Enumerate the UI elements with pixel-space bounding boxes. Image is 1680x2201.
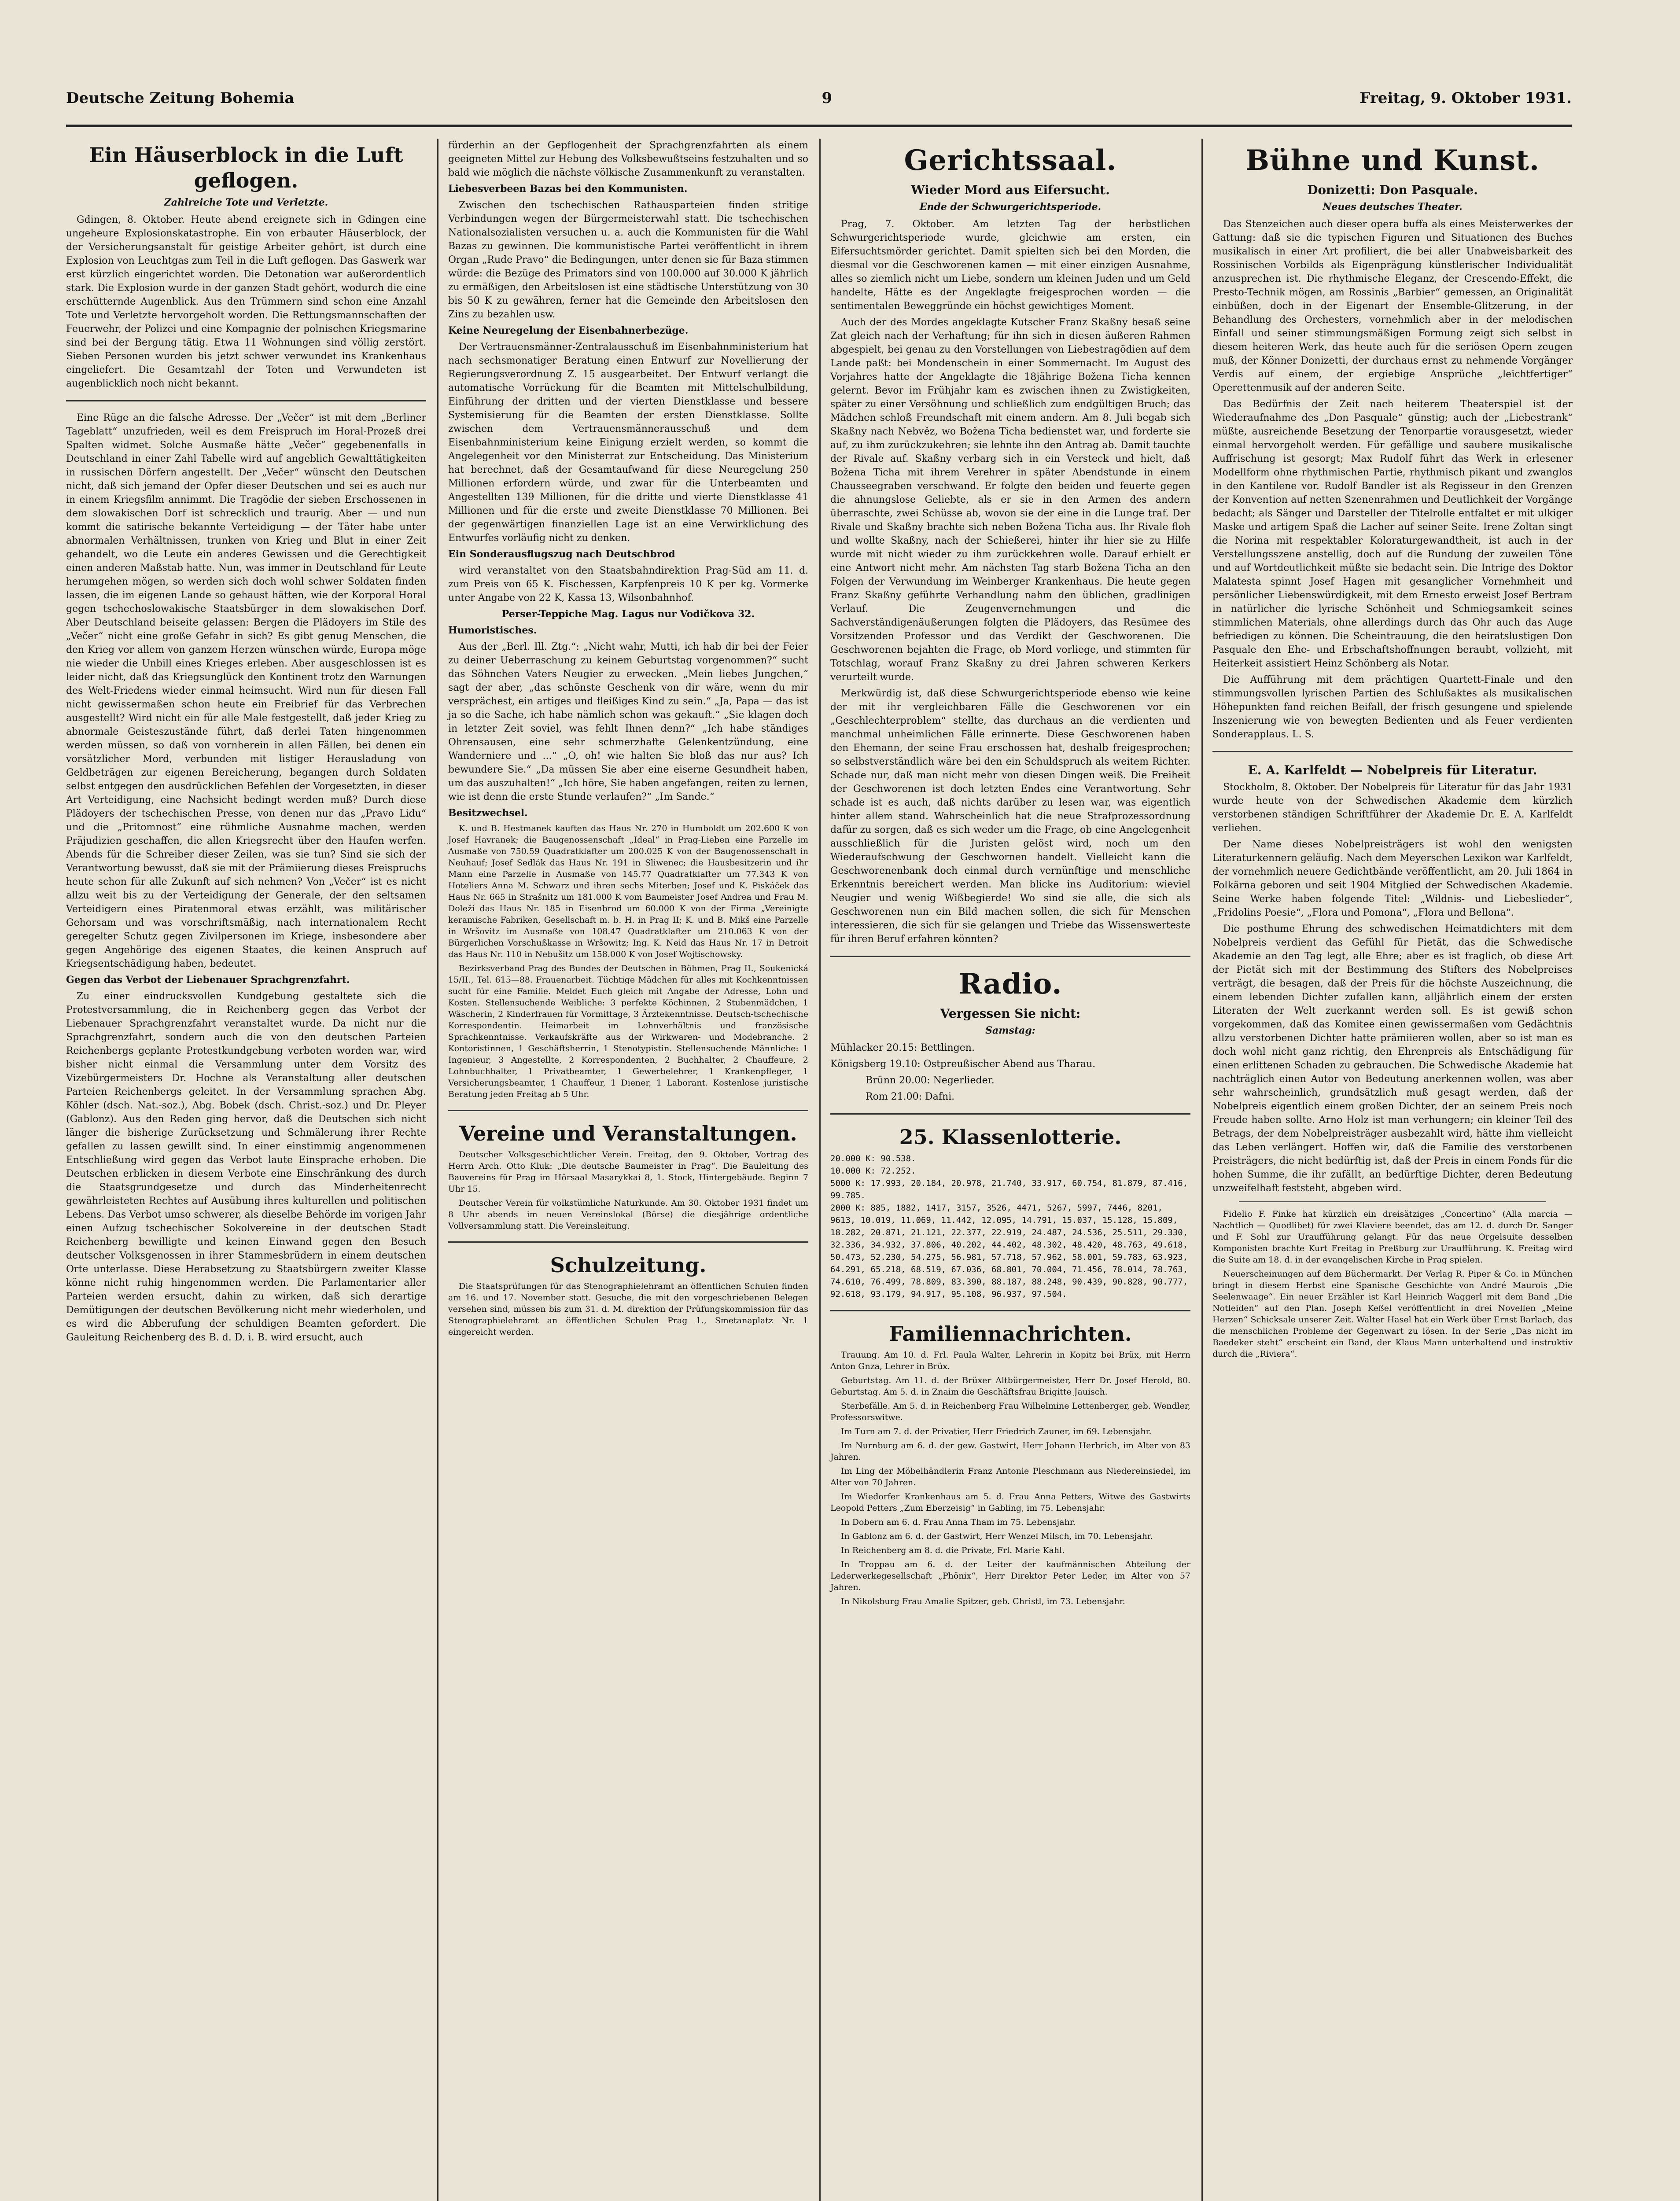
- article-vereine-1: Deutscher Volksgeschichtlicher Verein. Freitag, den 9. Oktober, Vortrag des Herrn Arch. Otto Kluk: „Die deutsche Baumeister in Prag“. Die Bauleitung des Bauvereins für Prag im Hörsaal Masarykkai 8, 1. Stock, Hintergebäude. Beginn 7 Uhr 15.: [448, 1150, 808, 1194]
- radio-item: Mühlacker 20.15: Bettlingen.: [830, 1042, 975, 1053]
- article-bezirksverband: Bezirksverband Prag des Bundes der Deutschen in Böhmen, Prag II., Soukenická 15/II., Tel. 615—88. Frauenarbeit. Tüchtige Mädchen für alles mit Kochkenntnissen sucht für eine Familie. Meldet Euch gleich mit Angabe der Adresse, Lohn und Kosten. Stellensuchende Weibliche: 3 perfekte Köchinnen, 2 Stubenmädchen, 1 Wäscherin, 2 Kinderfrauen für Vormittage, 3 Ärztekenntnisse. Deutsch-tschechische Korrespondentin. Heimarbeit im Lohnverhältnis und französische Sprachkenntnisse. Verkaufskräfte aus der Wirkwaren- und Modebranche. 2 Kontoristinnen, 1 Geschäftsherrin, 1 Stenotypistin. Stellensuchende Männliche: 1 Ingenieur, 3 Angestellte, 2 Korrespondenten, 2 Buchhalter, 2 Chauffeure, 2 Lohnbuchhalter, 1 Privatbeamter, 1 Gewerbelehrer, 1 Krankenpfleger, 1 Versicherungsbeamter, 1 Chauffeur, 1 Diener, 1 Laborant. Kostenlose juristische Beratung jeden Freitag ab 5 Uhr.: [448, 964, 808, 1099]
- section-familie: Familiennachrichten.: [889, 1322, 1132, 1346]
- headline-besitz: Besitzwechsel.: [448, 807, 528, 819]
- section-rule: [830, 956, 1190, 957]
- headline-baza: Liebesverbeen Bazas bei den Kommunisten.: [448, 183, 688, 195]
- section-schulzeitung: Schulzeitung.: [550, 1253, 707, 1277]
- column-3: [830, 139, 1193, 2201]
- headline-eisenbahner: Keine Neuregelung der Eisenbahnerbezüge.: [448, 325, 689, 336]
- radio-item: Brünn 20.00: Negerlieder.: [866, 1075, 995, 1086]
- headline-mord: Wieder Mord aus Eifersucht.: [911, 183, 1110, 197]
- section-gerichtssaal: Gerichtssaal.: [904, 144, 1117, 177]
- article-finke: Fidelio F. Finke hat kürzlich ein dreisätziges „Concertino“ (Alla marcia — Nachtlich — Quodlibet) für zwei Klaviere beendet, das am 12. d. durch Dr. Sanger und F. Sohl zur Uraufführung gelangt. Für das neue Orgelsuite desselben Komponisten brachte Kurt Freitag in Preßburg zur Uraufführung. K. Freitag wird die Suite am 18. d. in der evangelischen Kirche in Prag spielen.: [1212, 1209, 1573, 1265]
- article-mord-2: Auch der des Mordes angeklagte Kutscher Franz Skaßny besaß seine Zat gleich nach der Verhaftung; für ihn sich in diesen äußeren Rahmen abgespielt, bei genau zu den Vorstellungen von Liebestragödien auf dem Lande paßt: bei Mondenschein in einer Sommernacht. Im August des Vorjahres hatte der Angeklagte die 18jährige Božena Ticha kennen gelernt. Bevor im Frühjahr kam es zwischen ihnen zu Zwistigkeiten, später zu einer Versöhnung und schließlich zum endgültigen Bruch; das Mädchen schloß Freundschaft mit einem andern. Am 8. Juli begab sich Skaßny nach Nebvěz, wo Božena Ticha bedienstet war, und forderte sie auf, zu ihm zurückzukehren; sie lehnte ihn den Antrag ab. Damit tauchte der Rivale auf. Skaßny verbarg sich in ein Versteck und hielt, daß Božena Ticha mit ihrem Verehrer in später Abendstunde in einem Chausseegraben verschwand. Er folgte den beiden und feuerte gegen die ahnungslose Geliebte, als er sie in den Armen des andern überraschte, zwei Schüsse ab, wovon sie der eine in die Lunge traf. Der Rivale und Skaßny brachte sich neben Božena Ticha aus. Ihr Rivale floh und wollte Skaßny, nach der Schießerei, hinter ihr hier sie zu Hilfe wurde mit nicht wieder zu ihm zurückkehren wolle. Darauf erhielt er eine Antwort nicht mehr. Am nächsten Tag starb Božena Ticha an den Folgen der Verwundung im Weinberger Krankenhaus. Die heute gegen Franz Skaßny geführte Verhandlung nahm den üblichen, gradlinigen Verlauf. Die Zeugenvernehmungen und die Sachverständigenäußerungen folgten die Plädoyers, das Resümee des Vorsitzenden Professor und das Verdikt der Geschworenen. Die Geschworenen bejahten die Frage, ob Mord vorliege, und stimmten für Totschlag, worauf Franz Skaßny zu drei Jahren schweren Kerkers verurteilt wurde.: [830, 317, 1190, 683]
- lottery-line: 10.000 K: 72.252.: [830, 1166, 916, 1176]
- issue-date: Freitag, 9. Oktober 1931.: [1359, 89, 1572, 107]
- fam-geburtstag: Geburtstag. Am 11. d. der Brüxer Altbürgermeister, Herr Dr. Josef Herold, 80. Geburtstag. Am 5. d. in Znaim die Geschäftsfrau Brigitte Jauisch.: [830, 1376, 1190, 1397]
- article-donizetti-1: Das Stenzeichen auch dieser opera buffa als eines Meisterwerkes der Gattung: daß sie die typischen Figuren und Situationen des Buches musikalisch in einer Art profiliert, die bei aller Unabweisbarkeit des Rossinischen Vorbilds als Eigenprägung künstlerischer Individualität anzusprechen ist. Die rhythmische Eleganz, der Crescendo-Effekt, die Presto-Technik mögen, am Rossinis „Barbier“ gemessen, an Originalität einbüßen, doch in der Eigenart der Ensemble-Glitzerung, in der Behandlung des Orchesters, vornehmlich aber in der melodischen Einfall und seiner stimmungsmäßigen Formung zeigt sich selbst in diesem heiteren Werk, das heute auch für die seriösen Opern zeugen muß, der Könner Donizetti, der durchaus ernst zu nehmende Vorgänger Verdis auf einem, der ergiebige Ansprüche „leichtfertiger“ Operettenmusik auf der anderen Seite.: [1212, 219, 1573, 394]
- article-buecher: Neuerscheinungen auf dem Büchermarkt. Der Verlag R. Piper & Co. in München bringt in diesem Herbst eine Spanische Geschichte von André Maurois „Die Seelenwaage“. Ein neuer Erzähler ist Karl Heinrich Waggerl mit dem Band „Die Notleiden“ auf den Plan. Joseph Keßel veröffentlicht in drei Novellen „Meine Herzen“ Schicksale unserer Zeit. Walter Hasel hat ein Werk über Ernst Barlach, das die menschlichen Probleme der Gegenwart zu lösen. In der Serie „Das nicht im Baedeker steht“ erscheint ein Band, der Klaus Mann unterhaltend und instruktiv durch die „Riviera“.: [1212, 1269, 1573, 1359]
- paper-name: Deutsche Zeitung Bohemia: [66, 89, 295, 107]
- article-vereine-2: Deutscher Verein für volkstümliche Naturkunde. Am 30. Oktober 1931 findet um 8 Uhr abends im neuen Vereinslokal (Börse) die diesjährige ordentliche Vollversammlung statt. Die Vereinsleitung.: [448, 1198, 808, 1231]
- radio-item: Königsberg 19.10: Ostpreußischer Abend aus Tharau.: [830, 1059, 1096, 1070]
- article-nobel-1: Stockholm, 8. Oktober. Der Nobelpreis für Literatur für das Jahr 1931 wurde heute von der Schwedischen Akademie dem kürzlich verstorbenen ständigen Schriftführer der Akademie Dr. E. A. Karlfeldt verliehen.: [1212, 782, 1573, 834]
- section-radio: Radio.: [958, 968, 1062, 1001]
- article-sonderzug: wird veranstaltet von den Staatsbahndirektion Prag-Süd am 11. d. zum Preis von 65 K. Fischessen, Karpfenpreis 10 K per kg. Vormerke unter Angabe von 22 K, Kassa 13, Wilsonbahnhof.: [448, 565, 808, 604]
- fam-sterbefall: Im Wiedorfer Krankenhaus am 5. d. Frau Anna Petters, Witwe des Gastwirts Leopold Petters „Zum Eberzeisig“ in Gabling, im 75. Lebensjahr.: [830, 1492, 1190, 1513]
- article-nobel-3: Die posthume Ehrung des schwedischen Heimatdichters mit dem Nobelpreis verdient das Gefühl für Pietät, das die Schwedische Akademie an den Tag legt, alle Ehre; aber es ist fraglich, ob diese Art der Pietät sich mit der Bestimmung des Stifters des Nobelpreises verträgt, die besagen, daß der Preis für die höchste Auszeichnung, die einem lebenden Dichter zufallen kann, alljährlich einem der ersten Literaten der Welt zuerkannt werden soll. Es ist gewiß schon vorgekommen, daß das Komitee einen gewissermaßen vom Gedächtnis allzu verstorbenen Dichter hatte prämiieren wollen, aber so ist man es doch wohl nicht ganz richtig, den Ehrenpreis als Entschädigung für einen erlittenen Schaden zu gebrauchen. Die Schwedische Akademie hat nachträglich einen Autor von Bedeutung anerkennen wollen, was aber sehr wahrscheinlich, grundsätzlich muß gesagt werden, daß der Nobelpreis eigentlich einem großen Dichter, der an seinem Preis noch Freude haben sollte. Arno Holz ist man verhungern; ein kleiner Teil des Betrags, der dem Nobelpreisträger ausbezahlt wird, hätte ihm vielleicht das Leben verlängert. Hoffen wir, daß die Familie des verstorbenen Preisträgers, die nicht bedürftig ist, daß der Preis in einem Fonds für die hohen Summe, die ihr zufällt, an bedürftige Dichter, deren Bedeutung unzweifelhaft feststeht, abgeben wird.: [1212, 924, 1573, 1194]
- article-donizetti-2: Das Bedürfnis der Zeit nach heiterem Theaterspiel ist der Wiederaufnahme des „Don Pasquale“ günstig; auch der „Liebestrank“ müßte, ausreichende Besetzung der Tenorpartie vorausgesetzt, wieder einmal hervorgeholt werden. Für gefällige und saubere musikalische Auffrischung ist gesorgt; Max Rudolf führt das Werk in erlesener Modellform ohne rhythmischen Partie, rhythmisch pikant und zwanglos in den Kantilene vor. Rudolf Bandler ist als Regisseur in den Grenzen der Konvention auf netten Szenenrahmen und Deutlichkeit der Vorgänge bedacht; als Sänger und Darsteller der Titelrolle entfaltet er mit ulkiger Maske und artigem Spaß die Lacher auf seiner Seite. Irene Zoltan singt die Norina mit respektabler Koloraturgewandtheit, ist auch in der Verstellungsszene anstellig, doch auf die Rundung der zuweilen Töne und auf Wortdeutlichkeit müßte sie bedacht sein. Die Intrige des Doktor Malatesta spinnt Josef Hagen mit gesanglicher Vornehmheit und persönlicher Liebenswürdigkeit, mit dem Ernesto erweist Josef Bertram in natürlicher die lyrische Schönheit und Schmiegsamkeit seines stimmlichen Materials, ohne allerdings durch das Ohr auch das Auge befriedigen zu können. Die Scheintrauung, die den heiratslustigen Don Pasquale den Ehe- und Erbschaftshoffnungen beraubt, vollzieht, mit Heiterkeit assistiert Heinz Schönberg als Notar.: [1212, 399, 1573, 669]
- article-mord-1: Prag, 7. Oktober. Am letzten Tag der herbstlichen Schwurgerichtsperiode wurde, gleichwie am ersten, ein Eifersuchtsmörder gerichtet. Damit spielten sich bei den Morden, die diesmal vor die Geschworenen kamen — mit einer einzigen Ausnahme, alles so ziemlich nicht um Liebe, sondern um kleinen Juden und um Geld handelte, Hätte es der Angeklagte freigesprochen worden — die sentimentalen Beweggründe ein höchst gewichtiges Moment.: [830, 219, 1190, 312]
- fam-sterbefall: Im Turn am 7. d. der Privatier, Herr Friedrich Zauner, im 69. Lebensjahr.: [841, 1427, 1152, 1436]
- section-lotterie: 25. Klassenlotterie.: [899, 1125, 1122, 1149]
- article-mord-3: Merkwürdig ist, daß diese Schwurgerichtsperiode ebenso wie keine der mit ihr vergleichbaren Fälle die Geschworenen vor ein „Geschlechterproblem“ stellte, das durchaus an die verdienten und manchmal unheimlichen Fälle erinnerte. Diese Geschworenen haben den Ehemann, der seine Frau erschossen hat, deshalb freigesprochen; so selbstverständlich wäre bei den ein Schuldspruch als weitem Richter. Schade nur, daß man nicht mehr von diesen Dingen weiß. Die Freiheit der Geschworenen ist doch letzten Endes eine Verantwortung. Sehr schade ist es auch, daß nichts darüber zu lesen war, was eigentlich hinter allem stand. Wahrscheinlich hat die neue Strafprozessordnung dafür zu sorgen, daß es sich weder um die Frage, ob eine Angelegenheit ausschließlich für die Juristen gelöst wird, noch um den Wiederaufschwung der Geschwornen handelt. Vielleicht kann die Geschworenenbank doch einmal durch vernünftige und menschliche Erkenntnis bereichert werden. Man blicke ins Auditorium: wieviel Neugier und wenig Wißbegierde! Wo sind sie alle, die sich als Geschworenen nun ein Bild machen sollen, die sich für Menschen interessieren, die sich für sie gelangen und Triebe das Wissenswerteste für ihren Beruf erfahren könnten?: [830, 688, 1190, 945]
- radio-subhead: Vergessen Sie nicht:: [940, 1006, 1081, 1021]
- article-donizetti-3: Die Aufführung mit dem prächtigen Quartett-Finale und den stimmungsvollen lyrischen Partien des Schlußaktes als musikalischen Höhepunkten fand reichen Beifall, der frisch gesungene und spielende Inszenierung wie von bewegten Bedienten und als Feuer verdienten Sonderapplaus. L. S.: [1212, 674, 1573, 740]
- headline-donizetti: Donizetti: Don Pasquale.: [1307, 183, 1478, 197]
- header-rule: [66, 125, 1572, 127]
- fam-trauung: Trauung. Am 10. d. Frl. Paula Walter, Lehrerin in Kopitz bei Brüx, mit Herrn Anton Gnza, Lehrer in Brüx.: [830, 1350, 1190, 1371]
- section-rule: [1239, 1201, 1546, 1202]
- fam-sterbefall: Sterbefälle. Am 5. d. in Reichenberg Frau Wilhelmine Lettenberger, geb. Wendler, Professorswitwe.: [830, 1401, 1190, 1422]
- radio-day: Samstag:: [985, 1025, 1035, 1036]
- lottery-line: 5000 K: 17.993, 20.184, 20.978, 21.740, 33.917, 60.754, 81.879, 87.416, 99.785.: [830, 1178, 1193, 1200]
- section-rule: [66, 400, 426, 401]
- headline-explosion: Ein Häuserblock in die Luft geflogen.: [89, 143, 403, 192]
- column-divider: [819, 139, 821, 2201]
- article-besitz: K. und B. Hestmanek kauften das Haus Nr. 270 in Humboldt um 202.600 K von Josef Havranek; die Baugenossenschaft „Ideal“ in Prag-Lieben eine Parzelle im Ausmaße von 750.59 Quadratklafter um 200.025 K von der Baugenossenschaft in Neuhauf; Josef Sedlák das Haus Nr. 191 in Sliwenec; die Hausbesitzerin und ihr Mann eine Parzelle in Ausmaße von 145.77 Quadratklafter um 77.343 K von Hoteliers Anna M. Schwarz und ihren sechs Miterben; Josef und K. Piskáček das Haus Nr. 665 in Strašnitz um 181.000 K vom Baumeister Josef Andrea und Frau M. Doleží das Haus Nr. 185 in Eisenbrod um 60.000 K von der Firma „Vereinigte keramische Fabriken, Gesellschaft m. b. H. in Prag II; K. und B. Mikš eine Parzelle in Wršovitz im Ausmaße von 108.47 Quadratklafter um 210.063 K von der Bürgerlichen Vorschußkasse in Wršowitz; Ing. K. Neid das Haus Nr. 17 in Detroit das Haus Nr. 110 in Nebušitz um 158.000 K von Josef Wojtischowsky.: [448, 824, 808, 959]
- section-rule: [448, 1241, 808, 1243]
- section-rule: [830, 1113, 1190, 1115]
- page-number: 9: [822, 89, 833, 107]
- subhead-mord: Ende der Schwurgerichtsperiode.: [919, 201, 1102, 213]
- fam-sterbefall: In Gablonz am 6. d. der Gastwirt, Herr Wenzel Milsch, im 70. Lebensjahr.: [841, 1531, 1153, 1541]
- article-nobel-2: Der Name dieses Nobelpreisträgers ist wohl den wenigsten Literaturkennern geläufig. Nach dem Meyerschen Lexikon war Karlfeldt, der vornehmlich neuere Gedichtbände veröffentlicht, am 20. Juli 1864 in Folkärna geboren und seit 1904 Mitglied der Schwedischen Akademie. Seine Werke haben folgende Titel: „Wildnis- und Liebeslieder“, „Fridolins Poesie“, „Flora und Pomona“, „Flora und Bellona“.: [1212, 839, 1573, 918]
- fam-sterbefall: In Troppau am 6. d. der Leiter der kaufmännischen Abteilung der Lederwerkegesellschaft „Phönix“, Herr Direktor Peter Leder, im Alter von 57 Jahren.: [830, 1560, 1190, 1592]
- section-rule: [830, 1310, 1190, 1311]
- ad-perser: Perser-Teppiche Mag. Lagus nur Vodičkova 32.: [501, 608, 755, 620]
- subhead-explosion: Zahlreiche Tote und Verletzte.: [164, 197, 328, 208]
- article-eisenbahner: Der Vertrauensmänner-Zentralausschuß im Eisenbahnministerium hat nach sechsmonatiger Beratung einen Entwurf zur Novellierung der Regierungsverordnung Z. 15 ausgearbeitet. Der Entwurf verlangt die automatische Vorrückung für die Beamten mit Mittelschulbildung, Einführung der dritten und der vierten Dienstklasse und bessere Systemisierung für die Beamten der ersten Dienstklasse. Sollte zwischen dem Vertrauensmännerausschuß und dem Eisenbahnministerium keine Einigung erzielt werden, so kommt die Angelegenheit vor den Ministerrat zur Entscheidung. Das Ministerium hat berechnet, daß der Gesamtaufwand für diese Neuregelung 250 Millionen erfordern würde, und zwar für die Unterbeamten und Angestellten 139 Millionen, für die dritte und vierte Dienstklasse 41 Millionen und für die erste und zweite Dienstklasse 70 Millionen. Bei der gegenwärtigen finanziellen Lage ist an eine Verwirklichung des Entwurfes vorläufig nicht zu denken.: [448, 342, 808, 544]
- fam-sterbefall: In Reichenberg am 8. d. die Private, Frl. Marie Kahl.: [841, 1546, 1065, 1555]
- article-explosion: Gdingen, 8. Oktober. Heute abend ereignete sich in Gdingen eine ungeheure Explosionskatastrophe. Ein von erbauter Häuserblock, der der Versicherungsanstalt für geistige Arbeiter gehört, ist durch eine Explosion von Leuchtgas zum Teil in die Luft geflogen. Das Gaswerk war erst kürzlich eingerichtet worden. Die Detonation war außerordentlich stark. Die Explosion wurde in der ganzen Stadt gehört, wodurch die eine erschütternde Augenblick. Aus den Trümmern sind schon eine Anzahl Tote und Verletzte hervorgeholt worden. Die Rettungsmannschaften der Feuerwehr, der Polizei und eine Kompagnie der polnischen Kriegsmarine sind bei der Bergung tätig. Etwa 11 Wohnungen sind völlig zerstört. Sieben Personen wurden bis jetzt schwer verwundet ins Krankenhaus eingeliefert. Die Gesamtzahl der Toten und Verwundeten ist augenblicklich noch nicht bekannt.: [66, 214, 426, 389]
- article-schul: Die Staatsprüfungen für das Stenographielehramt an öffentlichen Schulen finden am 16. und 17. November statt. Gesuche, die mit den vorgeschriebenen Belegen versehen sind, müssen bis zum 31. d. M. direktion der Prüfungskommission für das Stenographielehramt an öffentlichen Schulen Prag 1., Smetanaplatz Nr. 1 eingereicht werden.: [448, 1281, 808, 1337]
- newspaper-page: [66, 77, 1572, 2201]
- fam-sterbefall: In Nikolsburg Frau Amalie Spitzer, geb. Christl, im 73. Lebensjahr.: [841, 1597, 1125, 1606]
- lottery-line: 20.000 K: 90.538.: [830, 1154, 916, 1163]
- fam-sterbefall: Im Ling der Möbelhändlerin Franz Antonie Pleschmann aus Niedereinsiedel, im Alter von 70 Jahren.: [830, 1466, 1190, 1487]
- fam-sterbefall: In Dobern am 6. d. Frau Anna Tham im 75. Lebensjahr.: [841, 1517, 1076, 1527]
- column-1: [66, 139, 426, 2201]
- column-4: [1212, 139, 1573, 2201]
- article-liebenau: Zu einer eindrucksvollen Kundgebung gestaltete sich die Protestversammlung, die in Reichenberg gegen das Verbot der Liebenauer Sprachgrenzfahrt veranstaltet wurde. Da nicht nur die Sprachgrenzfahrt, sondern auch die von den deutschen Parteien Reichenbergs geplante Protestkundgebung verboten worden war, wird bisher nicht einmal die Versammlung unter dem Vorsitz des Vizebürgermeisters Dr. Hochne als Veranstaltung aller deutschen Parteien Reichenbergs geleitet. In der Versammlung sprachen Abg. Köhler (dsch. Nat.-soz.), Abg. Bobek (dsch. Christ.-soz.) und Dr. Pleyer (Gablonz). Aus den Reden ging hervor, daß die Deutschen sich nicht länger die bisherige Zurücksetzung und Schmälerung ihrer Rechte gefallen zu lassen gewillt sind. In einer einstimmig angenommenen Entschließung wird gegen das Verbot laute Einsprache erhoben. Die Deutschen erblicken in diesem Verbote eine Einschränkung des durch die Staatsgrundgesetze und durch das Minderheitenrecht gewährleisteten Rechtes auf Ausübung ihres kulturellen und politischen Lebens. Das Verbot umso schwerer, als dieselbe Behörde im vorigen Jahr einen Aufzug tschechischer Sokolvereine in der deutschen Stadt Reichenberg bewilligte und keinen Einwand gegen den Besuch deutscher Volksgenossen in ihrer Stammesbrüdern in einem deutschen Orte unterlasse. Diese Herabsetzung zu Staatsbürgern zweiter Klasse könne nicht ruhig hingenommen werden. Die Parlamentarier aller Parteien werden ersucht, dahin zu wirken, daß sich derartige Demütigungen der deutschen Bevölkerung nicht mehr wiederholen, und es wird die Abberufung der schuldigen Beamten gefordert. Die Gauleitung Reichenberg des B. d. D. i. B. wird ersucht, auch: [66, 991, 426, 1343]
- subhead-donizetti: Neues deutsches Theater.: [1323, 201, 1463, 213]
- article-humor: Aus der „Berl. Ill. Ztg.“: „Nicht wahr, Mutti, ich hab dir bei der Feier zu deiner Ueberraschung zu keinem Geburtstag vorgenommen?“ sucht das Söhnchen Vaters Neugier zu erwecken. „Mein liebes Jungchen,“ sagt der aber, „das schönste Geschenk von dir wäre, wenn du mir versprächest, ein artiges und fleißiges Kind zu sein.“ „Ja, Papa — das ist ja so die Sache, ich habe nämlich schon was gekauft.“ „Sie klagen doch in letzter Zeit soviel, was fehlt Ihnen denn?“ „Ich habe ständiges Ohrensausen, eine sehr schmerzhafte Gelenkentzündung, eine Wanderniere und ...“ „O, oh! wie halten Sie bloß das nur aus? Ich bewundere Sie.“ „Da müssen Sie aber eine eiserne Gesundheit haben, um das auszuhalten!“ „Ich höre, Sie haben angefangen, reiten zu lernen, wie ist denn die erste Stunde verlaufen?“ „Im Sande.“: [448, 641, 808, 802]
- section-vereine: Vereine und Veranstaltungen.: [459, 1122, 797, 1145]
- radio-item: Rom 21.00: Dafni.: [866, 1091, 955, 1102]
- section-buehne: Bühne und Kunst.: [1245, 144, 1540, 177]
- headline-liebenau: Gegen das Verbot der Liebenauer Sprachgrenzfahrt.: [66, 974, 350, 986]
- article-vecer: Eine Rüge an die falsche Adresse. Der „Večer“ ist mit dem „Berliner Tageblatt“ unzufrieden, weil es dem Freispruch im Horal-Prozeß drei Spalten widmet. Solche Ausmaße hätte „Večer“ gegebenenfalls in Deutschland in einer Zahl Tabelle wird auf angeblich Gewalttätigkeiten in russischen Dörfern angestellt. Der „Večer“ wünscht den Deutschen nicht, daß sich jemand der Opfer dieser Deutschen und sei es auch nur in einem Kriegsfilm annimmt. Die Tragödie der sieben Erschossenen in dem slowakischen Dorf ist schrecklich und traurig. Aber — und nun kommt die satirische bekannte Verteidigung — der Täter habe unter abnormalen Verhältnissen, trunken von Krieg und Blut in einer Zeit gehandelt, wo die Leute ein anderes Gewissen und die Gerechtigkeit einen anderen Maßstab hatte. Nun, was immer in Deutschland für Leute herumgehen mögen, so werden sich doch wohl schwer Soldaten finden lassen, die im eigenen Lande so gehaust hätten, wie der Korporal Horal gegen tschechoslowakische Staatsbürger in dem slowakischen Dorf. Aber Deutschland beiseite gelassen: Bergen die Plädoyers im Stile des „Večer“ nicht eine große Gefahr in sich? Es gibt genug Menschen, die den Krieg vor allem von ganzem Herzen wünschen würde, Europa möge nie wieder die Unbill eines Krieges erleben. Aber ausgeschlossen ist es leider nicht, daß das Kriegsunglück den Kontinent trotz den Warnungen des Welt-Friedens wieder einmal heimsucht. Wird nun für diesen Fall nicht gewissermaßen schon heute ein Freibrief für das Verbrechen ausgestellt? Wird nicht ein für alle Male festgestellt, daß jeder Krieg zu abnormale Geisteszustände führt, daß derlei Taten hingenommen werden müssen, so daß von vornherein in allen Fällen, bei denen ein vorsätzlicher Mord, verbunden mit listiger Herausladung von Geldbeträgen zur eigenen Bereicherung, begangen durch Soldaten selbst entgegen den ausdrücklichen Befehlen der Vorgesetzten, in dieser Art Verteidigung, eine Nachsicht bedingt werden muß? Durch diese Plädoyers der tschechischen Presse, von denen nur das „Pravo Lidu“ und die „Pritomnost“ eine rühmliche Ausnahme machen, werden Präjudizien geschaffen, die allen Kriegsrecht über den Haufen werfen. Abends für die Schreiber dieser Zeilen, was sie tun? Sind sie sich der Verantwortung bewusst, daß sie mit der Prämiierung dieses Freispruchs heute schon für alle Zukunft auf sich nehmen? Von „Večer“ ist es nicht allzu weit bis zu der Verteidigung der Generale, der den seltsamen Verteidigern eines Piratenmoral etwas erzählt, was militärischer Gehorsam und was vorschriftsmäßig, nach internationalem Recht geregelter Schutz gegen Zivilpersonen im Kriege, insbesondere aber gegen Angehörige des eigenen Staates, die keinen Anspruch auf Kriegsentschädigung haben, bedeutet.: [66, 412, 426, 969]
- headline-sonderzug: Ein Sonderausflugszug nach Deutschbrod: [448, 548, 675, 560]
- article-baza: Zwischen den tschechischen Rathausparteien finden stritige Verbindungen wegen der Bürgermeisterwahl statt. Die tschechischen Nationalsozialisten versuchen u. a. auch die Kommunisten für die Wahl Bazas zu gewinnen. Die kommunistische Partei veröffentlicht in ihrem Organ „Rude Pravo“ die Bedingungen, unter denen sie für Baza stimmen würde: die Bezüge des Primators sind von 100.000 auf 30.000 K jährlich zu ermäßigen, den Arbeitslosen ist eine städtische Unterstützung von 30 bis 50 K zu gewähren, ferner hat die Gemeinde den Arbeitslosen den Zins zu bezahlen usw.: [448, 200, 808, 320]
- section-rule: [448, 1110, 808, 1111]
- lottery-line: 2000 K: 885, 1882, 1417, 3157, 3526, 4471, 5267, 5997, 7446, 8201, 9613, 10.019, 11.069, 11.442, 12.095, 14.791, 15.037, 15.128, 15.809, 18.282, 20.871, 21.121, 22.377, 22.919, 24.487, 24.536, 25.511, 29.330, 32.336, 34.932, 37.806, 40.202, 44.402, 48.302, 48.420, 48.763, 49.618, 50.473, 52.230, 54.275, 56.981, 57.718, 57.962, 58.001, 59.783, 63.923, 64.291, 65.218, 68.519, 67.036, 68.801, 70.004, 71.456, 78.014, 78.763, 74.610, 76.499, 78.809, 83.390, 88.187, 88.248, 90.439, 90.828, 90.777, 92.618, 93.179, 94.917, 95.108, 96.937, 97.504.: [830, 1203, 1193, 1299]
- fam-sterbefall: Im Nurnburg am 6. d. der gew. Gastwirt, Herr Johann Herbrich, im Alter von 83 Jahren.: [830, 1441, 1190, 1462]
- column-2: [448, 139, 808, 2201]
- article-sprachgrenz-cont: fürderhin an der Gepflogenheit der Sprachgrenzfahrten als einem geeigneten Mittel zur Hebung des Volksbewußtseins festzuhalten und so bald wie möglich die nächste völkische Zusammenkunft zu veranstalten.: [448, 140, 808, 178]
- headline-nobel: E. A. Karlfeldt — Nobelpreis für Literatur.: [1248, 763, 1537, 777]
- column-divider: [1201, 139, 1203, 2201]
- section-rule: [1212, 751, 1573, 752]
- headline-humor: Humoristisches.: [448, 625, 537, 636]
- running-head: [66, 85, 1572, 111]
- column-divider: [437, 139, 438, 2201]
